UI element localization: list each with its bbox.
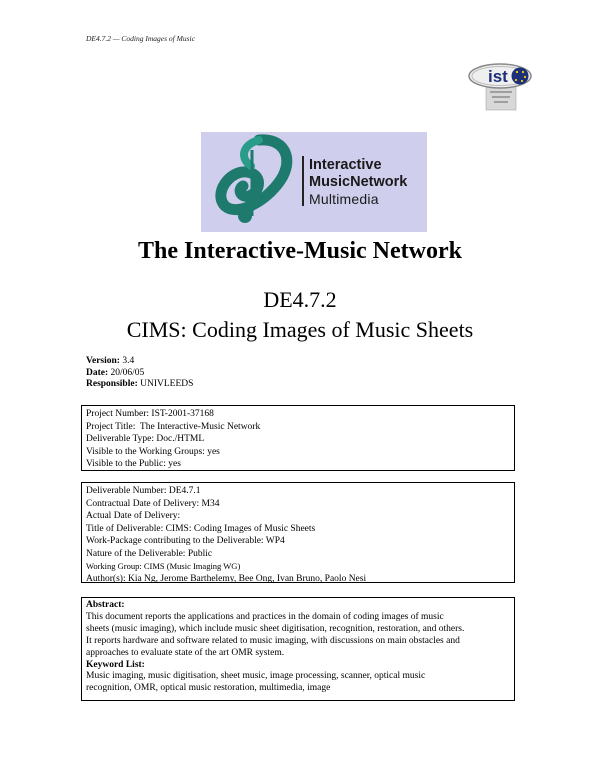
deliverable-line: Deliverable Number: DE4.7.1 — [86, 486, 201, 496]
imn-banner-logo — [201, 132, 427, 232]
project-line: Visible to the Working Groups: yes — [86, 446, 220, 457]
working-group: Working Group: CIMS (Music Imaging WG) — [86, 561, 241, 571]
ist-logo — [466, 62, 536, 112]
abstract-line: It reports hardware and software related to music imaging, with discussions on main obstacles and — [86, 635, 460, 646]
deliverable-line: Actual Date of Delivery: — [86, 511, 181, 521]
deliverable-id: DE4.7.2 — [263, 287, 337, 312]
banner-line-2: MusicNetwork — [309, 174, 408, 190]
deliverable-name: CIMS: Coding Images of Music Sheets — [126, 317, 474, 342]
project-line: Visible to the Public: yes — [86, 459, 181, 469]
deliverable-line: Nature of the Deliverable: Public — [86, 548, 213, 559]
deliverable-line: Title of Deliverable: CIMS: Coding Images of Music Sheets — [86, 523, 316, 534]
deliverable-line: Work-Package contributing to the Deliverable: WP4 — [86, 536, 285, 546]
abstract-line: sheets (music imaging), which include music sheet digitisation, recognition, restoration, and others. — [86, 623, 465, 634]
svg-text:ist: ist — [488, 67, 508, 86]
project-line: Deliverable Type: Doc./HTML — [86, 434, 205, 444]
responsible-value: UNIVLEEDS — [140, 379, 194, 389]
deliverable-line: Contractual Date of Delivery: M34 — [86, 498, 220, 509]
abstract-line: This document reports the applications and practices in the domain of coding images of music — [86, 611, 444, 622]
keyword-line: recognition, OMR, optical music restoration, multimedia, image — [86, 683, 331, 694]
date-value: 20/06/05 — [110, 367, 145, 378]
running-header: DE4.7.2 — Coding Images of Music — [86, 34, 195, 43]
project-line: Project Title: The Interactive-Music Network — [86, 421, 261, 432]
abstract-label: Abstract: — [86, 600, 125, 610]
banner-line-3: Multimedia — [309, 191, 379, 207]
abstract-box — [81, 597, 515, 701]
project-line: Project Number: IST-2001-37168 — [86, 409, 214, 419]
document-title: The Interactive-Music Network — [138, 238, 462, 264]
project-info-box — [81, 405, 515, 471]
keyword-label: Keyword List: — [86, 659, 145, 670]
version-value: 3.4 — [122, 356, 135, 366]
deliverable-info-box — [81, 482, 515, 583]
document-metadata: Version: 3.4 Date: 20/06/05 Responsible: UNIVLEEDS — [86, 356, 194, 389]
keyword-line: Music imaging, music digitisation, sheet music, image processing, scanner, optical music — [86, 671, 426, 682]
authors: Author(s): Kia Ng, Jerome Barthelemy, Bee Ong, Ivan Bruno, Paolo Nesi — [86, 573, 367, 584]
abstract-line: approaches to evaluate state of the art OMR system. — [86, 647, 285, 658]
banner-line-1: Interactive — [309, 157, 382, 173]
